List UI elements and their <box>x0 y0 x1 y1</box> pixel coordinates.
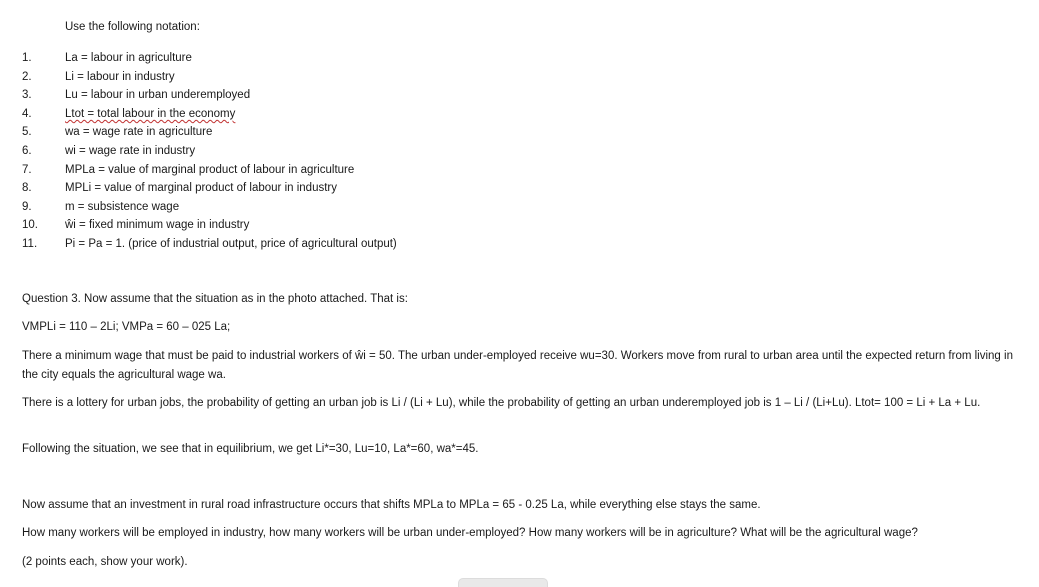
list-item <box>22 105 397 124</box>
list-item <box>22 68 397 87</box>
list-item <box>22 49 397 68</box>
question-ask: How many workers will be employed in industry, how many workers will be urban under-employed? How many workers will be in agriculture? What will be the agricultural wage? <box>22 527 918 539</box>
list-item <box>22 161 397 180</box>
list-number: 10. <box>22 219 38 232</box>
scroll-handle[interactable] <box>458 578 548 587</box>
list-number: 6. <box>22 144 32 157</box>
list-text: ŵi = fixed minimum wage in industry <box>65 219 250 232</box>
list-text: wi = wage rate in industry <box>65 144 196 157</box>
list-number: 7. <box>22 163 32 176</box>
list-number: 9. <box>22 200 32 213</box>
minimum-wage-paragraph: There a minimum wage that must be paid to industrial workers of ŵi = 50. The urban under-employed receive wu=30. Workers move from rural to urban area until the expected return from living in the city equals the agricultural wage wa. <box>22 350 1013 381</box>
list-text: Li = labour in industry <box>65 70 175 83</box>
list-item <box>22 235 397 254</box>
list-text: m = subsistence wage <box>65 200 180 213</box>
list-text: MPLa = value of marginal product of labour in agriculture <box>65 163 355 176</box>
notation-list <box>22 49 397 254</box>
list-text: wa = wage rate in agriculture <box>65 126 213 139</box>
list-number: 4. <box>22 107 32 120</box>
notation-title: Use the following notation: <box>65 21 200 33</box>
question-intro: Question 3. Now assume that the situation as in the photo attached. That is: <box>22 293 408 305</box>
list-text: Pi = Pa = 1. (price of industrial output, price of agricultural output) <box>65 237 397 250</box>
list-number: 8. <box>22 182 32 195</box>
list-text: Ltot = total labour in the economy <box>65 107 236 120</box>
list-number: 11. <box>22 237 38 250</box>
list-number: 3. <box>22 89 32 102</box>
list-number: 1. <box>22 52 32 64</box>
list-item <box>22 179 397 198</box>
investment-paragraph: Now assume that an investment in rural road infrastructure occurs that shifts MPLa to MPLa = 65 - 0.25 La, while everything else stays the same. <box>22 499 761 511</box>
list-text: MPLi = value of marginal product of labour in industry <box>65 182 337 195</box>
list-item <box>22 216 397 235</box>
list-item <box>22 123 397 142</box>
list-text: La = labour in agriculture <box>65 52 192 64</box>
list-item <box>22 142 397 161</box>
lottery-paragraph: There is a lottery for urban jobs, the probability of getting an urban job is Li / (Li + Lu), while the probability of getting an urban underemployed job is 1 – Li / (Li+Lu). Ltot= 100 = Li + La + Lu. <box>22 397 981 409</box>
list-item <box>22 198 397 217</box>
question-equations: VMPLi = 110 – 2Li; VMPa = 60 – 025 La; <box>22 321 231 333</box>
equilibrium-paragraph: Following the situation, we see that in equilibrium, we get Li*=30, Lu=10, La*=60, wa*=45. <box>22 443 479 455</box>
list-number: 5. <box>22 126 32 139</box>
points-note: (2 points each, show your work). <box>22 556 188 568</box>
list-number: 2. <box>22 70 32 83</box>
list-text: Lu = labour in urban underemployed <box>65 89 251 102</box>
list-item <box>22 86 397 105</box>
